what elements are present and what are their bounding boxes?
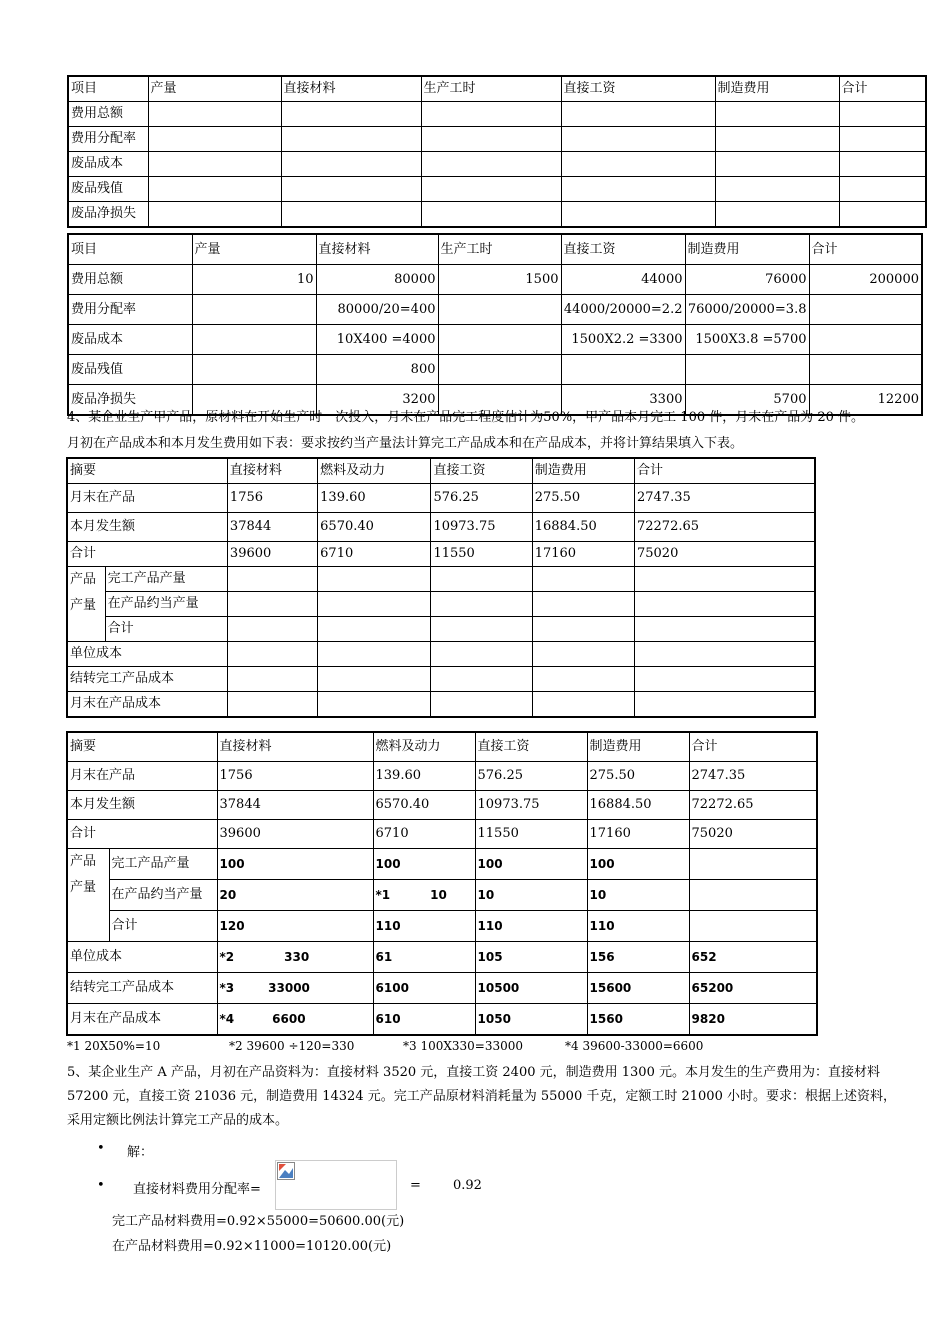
row-label: 废品残值 xyxy=(68,355,192,385)
header-cell: 制造费用 xyxy=(685,234,809,265)
data-cell: 110 xyxy=(475,911,587,942)
empty-cell xyxy=(715,127,839,152)
data-cell: 1500X2.2 =3300 xyxy=(561,325,685,355)
empty-cell xyxy=(148,152,281,177)
row-label: 月末在产品 xyxy=(67,484,227,513)
table-row xyxy=(68,325,922,355)
data-cell: 105 xyxy=(475,942,587,973)
data-cell: 72272.65 xyxy=(634,513,815,542)
empty-cell xyxy=(227,642,317,667)
row-label: 费用总额 xyxy=(68,265,192,295)
scrap-cost-table-empty xyxy=(67,75,927,228)
data-cell: 15600 xyxy=(587,973,689,1004)
data-cell: 65200 xyxy=(689,973,817,1004)
data-cell: 5700 xyxy=(685,385,809,416)
empty-cell xyxy=(318,617,431,642)
row-label: 结转完工产品成本 xyxy=(67,973,217,1004)
table-row xyxy=(68,152,926,177)
data-cell: 10500 xyxy=(475,973,587,1004)
row-label: 在产品约当产量 xyxy=(105,592,227,617)
data-cell: 6570.40 xyxy=(318,513,431,542)
problem5-line2: 57200 元，直接工资 21036 元，制造费用 14324 元。完工产品原材料消耗量为 55000 千克，定额工时 21000 小时。要求：根据上述资料， xyxy=(67,1089,896,1104)
empty-cell xyxy=(148,127,281,152)
bullet: • xyxy=(97,1178,105,1193)
data-cell: 610 xyxy=(373,1004,475,1035)
data-cell: 10 xyxy=(475,880,587,911)
row-label: 废品净损失 xyxy=(68,385,192,416)
row-label: 合计 xyxy=(109,911,217,942)
data-cell: 11550 xyxy=(431,542,532,567)
scrap-cost-table-filled xyxy=(67,233,923,416)
rate-label: 直接材料费用分配率= xyxy=(133,1182,261,1197)
header-cell: 直接材料 xyxy=(316,234,438,265)
row-label: 完工产品产量 xyxy=(109,849,217,880)
table-row xyxy=(67,667,815,692)
header-cell: 合计 xyxy=(839,76,926,102)
empty-cell xyxy=(561,127,715,152)
footnote-ref: *1 xyxy=(375,888,391,902)
data-cell: 10973.75 xyxy=(431,513,532,542)
header-cell: 燃料及动力 xyxy=(373,732,475,762)
empty-cell xyxy=(281,127,421,152)
header-cell: 直接材料 xyxy=(217,732,373,762)
table-row xyxy=(68,265,922,295)
row-label: 合计 xyxy=(67,820,217,849)
header-cell: 项目 xyxy=(68,76,148,102)
empty-cell xyxy=(532,667,634,692)
equals-sign: = xyxy=(410,1178,421,1193)
data-cell: 6570.40 xyxy=(373,791,475,820)
data-cell: 11550 xyxy=(475,820,587,849)
data-cell: 110 xyxy=(587,911,689,942)
data-cell: 17160 xyxy=(532,542,634,567)
empty-cell xyxy=(561,202,715,228)
data-cell: 139.60 xyxy=(318,484,431,513)
data-cell: 100 xyxy=(475,849,587,880)
empty-cell xyxy=(839,202,926,228)
row-label: 本月发生额 xyxy=(67,513,227,542)
empty-cell xyxy=(318,642,431,667)
empty-cell xyxy=(421,202,561,228)
data-cell xyxy=(217,973,373,1004)
empty-cell xyxy=(715,177,839,202)
group-label xyxy=(67,849,109,942)
header-cell: 直接材料 xyxy=(281,76,421,102)
empty-cell xyxy=(839,177,926,202)
data-cell: 275.50 xyxy=(587,762,689,791)
header-cell: 直接工资 xyxy=(475,732,587,762)
empty-cell xyxy=(431,642,532,667)
value: 330 xyxy=(284,950,310,964)
header-cell: 直接工资 xyxy=(561,234,685,265)
data-cell: 75020 xyxy=(634,542,815,567)
empty-cell xyxy=(715,202,839,228)
empty-cell xyxy=(634,692,815,718)
empty-cell xyxy=(561,177,715,202)
header-cell: 生产工时 xyxy=(421,76,561,102)
equivalent-units-table-filled xyxy=(66,731,818,1036)
empty-cell xyxy=(634,592,815,617)
problem5-line3: 采用定额比例法计算完工产品的成本。 xyxy=(67,1113,289,1128)
empty-cell xyxy=(281,202,421,228)
data-cell: 80000/20=400 xyxy=(316,295,438,325)
empty-cell xyxy=(318,667,431,692)
table-header-row xyxy=(68,76,926,102)
empty-cell xyxy=(318,567,431,592)
completed-material-cost: 完工产品材料费用=0.92×55000=50600.00(元) xyxy=(112,1214,405,1229)
data-cell: 139.60 xyxy=(373,762,475,791)
empty-cell xyxy=(532,642,634,667)
empty-cell xyxy=(839,152,926,177)
data-cell: 12200 xyxy=(809,385,922,416)
empty-cell xyxy=(839,102,926,127)
data-cell: 10X400 =4000 xyxy=(316,325,438,355)
data-cell xyxy=(689,849,817,880)
data-cell xyxy=(438,295,561,325)
footnote: *1 20X50%=10 xyxy=(67,1039,161,1053)
data-cell: 3300 xyxy=(561,385,685,416)
table-row xyxy=(67,542,815,567)
empty-cell xyxy=(281,102,421,127)
data-cell: 80000 xyxy=(316,265,438,295)
data-cell xyxy=(438,355,561,385)
empty-cell xyxy=(227,567,317,592)
equivalent-units-table-empty xyxy=(66,457,816,718)
row-label: 废品成本 xyxy=(68,152,148,177)
table-header-row xyxy=(68,234,922,265)
table-row xyxy=(67,791,817,820)
header-cell: 产量 xyxy=(192,234,316,265)
data-cell xyxy=(438,325,561,355)
problem4-line2: 月初在产品成本和本月发生费用如下表：要求按约当产量法计算完工产品成本和在产品成本，并将计算结果填入下表。 xyxy=(67,436,744,451)
data-cell: 39600 xyxy=(217,820,373,849)
data-cell: 76000/20000=3.8 xyxy=(685,295,809,325)
table-row xyxy=(68,127,926,152)
data-cell xyxy=(809,295,922,325)
data-cell: 1500X3.8 =5700 xyxy=(685,325,809,355)
data-cell: 1756 xyxy=(217,762,373,791)
empty-cell xyxy=(421,177,561,202)
empty-cell xyxy=(281,177,421,202)
empty-cell xyxy=(715,152,839,177)
row-label: 本月发生额 xyxy=(67,791,217,820)
data-cell: 100 xyxy=(587,849,689,880)
data-cell: 275.50 xyxy=(532,484,634,513)
table-row xyxy=(67,880,817,911)
data-cell: 37844 xyxy=(227,513,317,542)
table-row xyxy=(67,513,815,542)
data-cell: 72272.65 xyxy=(689,791,817,820)
table-row xyxy=(67,592,815,617)
data-cell: 17160 xyxy=(587,820,689,849)
data-cell xyxy=(689,880,817,911)
data-cell xyxy=(561,355,685,385)
empty-cell xyxy=(634,617,815,642)
table-header-row xyxy=(67,732,817,762)
data-cell: 1500 xyxy=(438,265,561,295)
data-cell xyxy=(217,1004,373,1035)
data-cell xyxy=(373,880,475,911)
empty-cell xyxy=(148,102,281,127)
table-row xyxy=(67,849,817,880)
data-cell: 1756 xyxy=(227,484,317,513)
empty-cell xyxy=(532,567,634,592)
wip-material-cost: 在产品材料费用=0.92×11000=10120.00(元) xyxy=(112,1239,392,1254)
table-row xyxy=(68,102,926,127)
group-label xyxy=(67,567,105,642)
table-row xyxy=(68,295,922,325)
data-cell: 16884.50 xyxy=(587,791,689,820)
formula-image xyxy=(275,1160,397,1210)
row-label: 完工产品产量 xyxy=(105,567,227,592)
data-cell: 9820 xyxy=(689,1004,817,1035)
table-row xyxy=(67,567,815,592)
data-cell: 6710 xyxy=(373,820,475,849)
header-cell: 合计 xyxy=(809,234,922,265)
row-label: 结转完工产品成本 xyxy=(67,667,227,692)
row-label: 费用总额 xyxy=(68,102,148,127)
group-label-line1: 产品 xyxy=(70,572,97,587)
empty-cell xyxy=(634,642,815,667)
data-cell: 10973.75 xyxy=(475,791,587,820)
empty-cell xyxy=(634,667,815,692)
group-label-line2: 产量 xyxy=(70,880,97,895)
table-row xyxy=(67,942,817,973)
data-cell: 16884.50 xyxy=(532,513,634,542)
data-cell xyxy=(192,325,316,355)
empty-cell xyxy=(431,667,532,692)
empty-cell xyxy=(532,692,634,718)
header-cell: 直接材料 xyxy=(227,458,317,484)
data-cell: 6100 xyxy=(373,973,475,1004)
table-row xyxy=(67,642,815,667)
table-row xyxy=(67,1004,817,1035)
header-cell: 制造费用 xyxy=(715,76,839,102)
data-cell xyxy=(217,942,373,973)
header-cell: 制造费用 xyxy=(532,458,634,484)
row-label: 在产品约当产量 xyxy=(109,880,217,911)
empty-cell xyxy=(148,202,281,228)
table-header-row xyxy=(67,458,815,484)
rate-value: 0.92 xyxy=(453,1178,482,1193)
header-cell: 生产工时 xyxy=(438,234,561,265)
problem4-line1: 4、某企业生产甲产品，原材料在开始生产时一次投入，月末在产品完工程度估计为50%，甲产品本月完工 100 件，月末在产品为 20 件。 xyxy=(67,410,865,425)
header-cell: 燃料及动力 xyxy=(318,458,431,484)
row-label: 废品成本 xyxy=(68,325,192,355)
footnote: *4 39600-33000=6600 xyxy=(565,1039,704,1053)
data-cell: 39600 xyxy=(227,542,317,567)
problem5-line1: 5、某企业生产 A 产品，月初在产品资料为：直接材料 3520 元，直接工资 2400 元，制造费用 1300 元。本月发生的生产费用为：直接材料 xyxy=(67,1065,880,1080)
data-cell: 2747.35 xyxy=(689,762,817,791)
empty-cell xyxy=(148,177,281,202)
header-cell: 产量 xyxy=(148,76,281,102)
data-cell: 75020 xyxy=(689,820,817,849)
table-row xyxy=(68,355,922,385)
table-row xyxy=(67,911,817,942)
header-cell: 合计 xyxy=(634,458,815,484)
group-label-line2: 产量 xyxy=(70,598,97,613)
empty-cell xyxy=(227,592,317,617)
table-row xyxy=(68,177,926,202)
data-cell: 1560 xyxy=(587,1004,689,1035)
table-row xyxy=(67,692,815,718)
row-label: 月末在产品成本 xyxy=(67,692,227,718)
empty-cell xyxy=(561,102,715,127)
data-cell: 576.25 xyxy=(475,762,587,791)
empty-cell xyxy=(839,127,926,152)
data-cell: 156 xyxy=(587,942,689,973)
row-label: 单位成本 xyxy=(67,642,227,667)
data-cell: 3200 xyxy=(316,385,438,416)
data-cell: 76000 xyxy=(685,265,809,295)
row-label: 废品净损失 xyxy=(68,202,148,228)
footnote: *3 100X330=33000 xyxy=(403,1039,524,1053)
data-cell: 120 xyxy=(217,911,373,942)
footnote-ref: *4 xyxy=(219,1011,235,1026)
bullet: • xyxy=(97,1141,105,1156)
table-row xyxy=(68,202,926,228)
table-row xyxy=(67,762,817,791)
data-cell: 576.25 xyxy=(431,484,532,513)
empty-cell xyxy=(227,617,317,642)
data-cell: 44000/20000=2.2 xyxy=(561,295,685,325)
empty-cell xyxy=(561,152,715,177)
row-label: 合计 xyxy=(67,542,227,567)
empty-cell xyxy=(227,667,317,692)
group-label-line1: 产品 xyxy=(70,854,97,869)
data-cell xyxy=(685,355,809,385)
row-label: 月末在产品成本 xyxy=(67,1004,217,1035)
value: 33000 xyxy=(268,981,310,995)
data-cell: 10 xyxy=(587,880,689,911)
empty-cell xyxy=(431,617,532,642)
empty-cell xyxy=(532,617,634,642)
empty-cell xyxy=(431,592,532,617)
row-label: 单位成本 xyxy=(67,942,217,973)
data-cell xyxy=(809,355,922,385)
data-cell xyxy=(689,911,817,942)
data-cell xyxy=(809,325,922,355)
table-row xyxy=(67,617,815,642)
value: 6600 xyxy=(272,1011,306,1026)
footnote-ref: *2 xyxy=(219,950,235,964)
data-cell: 652 xyxy=(689,942,817,973)
table-row xyxy=(67,820,817,849)
row-label: 合计 xyxy=(105,617,227,642)
empty-cell xyxy=(318,592,431,617)
data-cell: 2747.35 xyxy=(634,484,815,513)
header-cell: 直接工资 xyxy=(561,76,715,102)
data-cell: 10 xyxy=(192,265,316,295)
footnote-ref: *3 xyxy=(219,981,235,995)
data-cell xyxy=(192,295,316,325)
data-cell: 100 xyxy=(217,849,373,880)
empty-cell xyxy=(634,567,815,592)
empty-cell xyxy=(421,102,561,127)
row-label: 费用分配率 xyxy=(68,127,148,152)
row-label: 费用分配率 xyxy=(68,295,192,325)
empty-cell xyxy=(281,152,421,177)
footnotes xyxy=(67,1039,703,1053)
header-cell: 制造费用 xyxy=(587,732,689,762)
empty-cell xyxy=(421,152,561,177)
empty-cell xyxy=(227,692,317,718)
header-cell: 合计 xyxy=(689,732,817,762)
table-row xyxy=(67,484,815,513)
data-cell: 110 xyxy=(373,911,475,942)
solution-label: 解： xyxy=(127,1145,154,1160)
data-cell: 200000 xyxy=(809,265,922,295)
empty-cell xyxy=(715,102,839,127)
data-cell: 20 xyxy=(217,880,373,911)
row-label: 废品残值 xyxy=(68,177,148,202)
empty-cell xyxy=(431,567,532,592)
empty-cell xyxy=(431,692,532,718)
data-cell: 6710 xyxy=(318,542,431,567)
header-cell: 项目 xyxy=(68,234,192,265)
value: 10 xyxy=(430,888,447,902)
data-cell: 800 xyxy=(316,355,438,385)
row-label: 月末在产品 xyxy=(67,762,217,791)
data-cell xyxy=(192,355,316,385)
empty-cell xyxy=(318,692,431,718)
header-cell: 直接工资 xyxy=(431,458,532,484)
data-cell: 37844 xyxy=(217,791,373,820)
empty-cell xyxy=(532,592,634,617)
data-cell: 100 xyxy=(373,849,475,880)
header-cell: 摘要 xyxy=(67,732,217,762)
header-cell: 摘要 xyxy=(67,458,227,484)
data-cell: 61 xyxy=(373,942,475,973)
footnote: *2 39600 ÷120=330 xyxy=(229,1039,355,1053)
table-row xyxy=(67,973,817,1004)
data-cell: 44000 xyxy=(561,265,685,295)
data-cell: 1050 xyxy=(475,1004,587,1035)
empty-cell xyxy=(421,127,561,152)
broken-image-icon xyxy=(277,1162,295,1180)
